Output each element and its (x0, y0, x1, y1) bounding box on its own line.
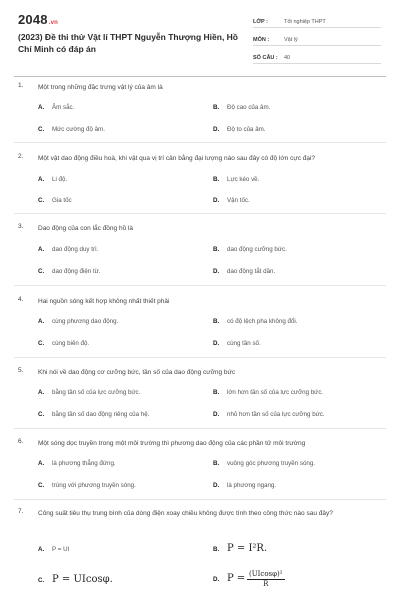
question-number: 6. (18, 438, 24, 445)
option-c[interactable] (38, 268, 101, 275)
option-c[interactable] (38, 126, 105, 133)
question-number: 4. (18, 296, 24, 303)
option-text: P = UI (52, 546, 70, 553)
option-letter: C. (38, 482, 45, 489)
question-number: 3. (18, 223, 24, 230)
option-text: là phương thẳng đứng. (52, 460, 116, 467)
option-letter: D. (213, 268, 220, 275)
option-c[interactable] (38, 197, 72, 204)
option-b[interactable] (213, 389, 323, 396)
option-d[interactable] (213, 340, 261, 347)
question-text: Hai nguồn sóng kết hợp không nhất thiết phải (38, 298, 170, 305)
option-a[interactable] (38, 104, 74, 111)
question-divider (14, 499, 386, 500)
option-c[interactable] (38, 340, 89, 347)
option-text: Độ to của âm. (227, 126, 266, 133)
option-d[interactable] (213, 197, 250, 204)
question-divider (14, 142, 386, 143)
option-text: là phương ngang. (227, 482, 277, 489)
document-title: (2023) Đề thi thử Vật lí THPT Nguyễn Thượng Hiền, Hồ Chí Minh có đáp án (18, 32, 239, 54)
option-letter: A. (38, 318, 45, 325)
option-b[interactable] (213, 246, 287, 253)
option-letter: D. (213, 482, 220, 489)
option-text: dao động điện từ. (52, 268, 101, 275)
question-number: 5. (18, 367, 24, 374)
meta-value: Vật lý (284, 37, 298, 43)
option-text: Lực kéo về. (227, 176, 260, 183)
option-letter: C. (38, 411, 45, 418)
option-letter: C. (38, 268, 45, 275)
question-number: 2. (18, 153, 24, 160)
option-letter: B. (213, 176, 220, 183)
option-text: Li độ. (52, 176, 68, 183)
option-formula: P = I²R. (227, 543, 268, 554)
question-text: Khi nói về dao động cơ cưỡng bức, tần số của dao động cưỡng bức (38, 369, 236, 376)
option-b[interactable] (213, 104, 270, 111)
meta-label: LỚP : (253, 19, 268, 25)
meta-value: Tốt nghiệp THPT (284, 19, 326, 25)
option-a[interactable] (38, 389, 140, 396)
option-b[interactable] (213, 543, 267, 554)
option-text: dao động tắt dần. (227, 268, 276, 275)
option-letter: A. (38, 104, 45, 111)
question-text: Một trong những đặc trưng vật lý của âm là (38, 84, 163, 91)
fraction-numerator: (UIcosφ)² (249, 570, 283, 578)
option-letter: D. (213, 411, 220, 418)
logo-suffix: .vn (48, 20, 59, 26)
meta-label: SỐ CÂU : (253, 55, 278, 61)
option-letter: B. (213, 546, 220, 553)
option-letter: D. (213, 197, 220, 204)
option-a[interactable] (38, 176, 67, 183)
option-letter: A. (38, 246, 45, 253)
option-text: dao động cưỡng bức. (227, 246, 287, 253)
question-number: 7. (18, 508, 24, 515)
option-text: cùng tần số. (227, 340, 261, 347)
meta-label: MÔN : (253, 37, 270, 43)
meta-value: 40 (284, 55, 291, 61)
option-text: bằng tần số của lực cưỡng bức. (52, 389, 141, 396)
option-letter: A. (38, 389, 45, 396)
option-letter: B. (213, 389, 220, 396)
question-divider (14, 357, 386, 358)
option-letter: C. (38, 577, 45, 584)
option-text: có độ lệch pha không đổi. (227, 318, 298, 325)
option-a[interactable] (38, 546, 69, 553)
question-divider (14, 213, 386, 214)
option-text: dao động duy trì. (52, 246, 99, 253)
option-letter: D. (213, 126, 220, 133)
question-text: Công suất tiêu thụ trung bình của dòng điện xoay chiều không được tính theo công thức nào sau đây? (38, 510, 333, 517)
question-text: Dao động của con lắc đồng hồ là (38, 225, 134, 232)
option-text: cùng phương dao động. (52, 318, 119, 325)
option-text: Vận tốc. (227, 197, 250, 204)
option-letter: C. (38, 126, 45, 133)
option-formula: P = UIcosφ. (52, 574, 113, 585)
option-letter: A. (38, 176, 45, 183)
option-a[interactable] (38, 318, 118, 325)
option-text: Gia tốc (52, 197, 72, 204)
option-c[interactable] (38, 411, 149, 418)
option-b[interactable] (213, 176, 259, 183)
option-text: bằng tần số dao động riêng của hệ. (52, 411, 150, 418)
question-text: Một sóng dọc truyền trong một môi trường thì phương dao động của các phần tử môi trường (38, 440, 306, 447)
option-a[interactable] (38, 246, 98, 253)
option-text: trùng với phương truyền sóng. (52, 482, 136, 489)
option-b[interactable] (213, 318, 298, 325)
option-text: Độ cao của âm. (227, 104, 271, 111)
option-text: cùng biên độ. (52, 340, 90, 347)
question-divider (14, 285, 386, 286)
option-text: nhỏ hơn tần số của lực cưỡng bức. (227, 411, 325, 418)
option-d[interactable] (213, 482, 276, 489)
question-number: 1. (18, 82, 24, 89)
option-text: Mức cường độ âm. (52, 126, 105, 133)
option-letter: B. (213, 460, 220, 467)
question-text: Một vật dao động điều hoà, khi vật qua vị trí cân bằng đại lượng nào sau đây có độ lớn cực đại? (38, 155, 316, 162)
option-b[interactable] (213, 460, 315, 467)
option-letter: A. (38, 460, 45, 467)
option-letter: D. (213, 340, 220, 347)
option-letter: C. (38, 197, 45, 204)
option-d[interactable] (213, 126, 266, 133)
option-letter: D. (213, 576, 220, 584)
option-d[interactable] (213, 268, 275, 275)
option-letter: C. (38, 340, 45, 347)
option-letter: B. (213, 246, 220, 253)
option-d[interactable] (213, 411, 325, 418)
option-text: lớn hơn tần số của lực cưỡng bức. (227, 389, 324, 396)
option-formula-fraction (247, 570, 285, 589)
option-d[interactable] (213, 570, 285, 589)
option-c[interactable] (38, 574, 113, 585)
question-divider (14, 428, 386, 429)
logo-text: 2048 (18, 12, 48, 27)
option-a[interactable] (38, 460, 116, 467)
option-text: vuông góc phương truyền sóng. (227, 460, 316, 467)
option-letter: A. (38, 546, 45, 553)
fraction-denominator: R (263, 580, 269, 588)
option-letter: B. (213, 104, 220, 111)
formula-prefix: P = (227, 573, 246, 585)
option-text: Âm sắc. (52, 104, 75, 111)
option-letter: B. (213, 318, 220, 325)
option-c[interactable] (38, 482, 136, 489)
